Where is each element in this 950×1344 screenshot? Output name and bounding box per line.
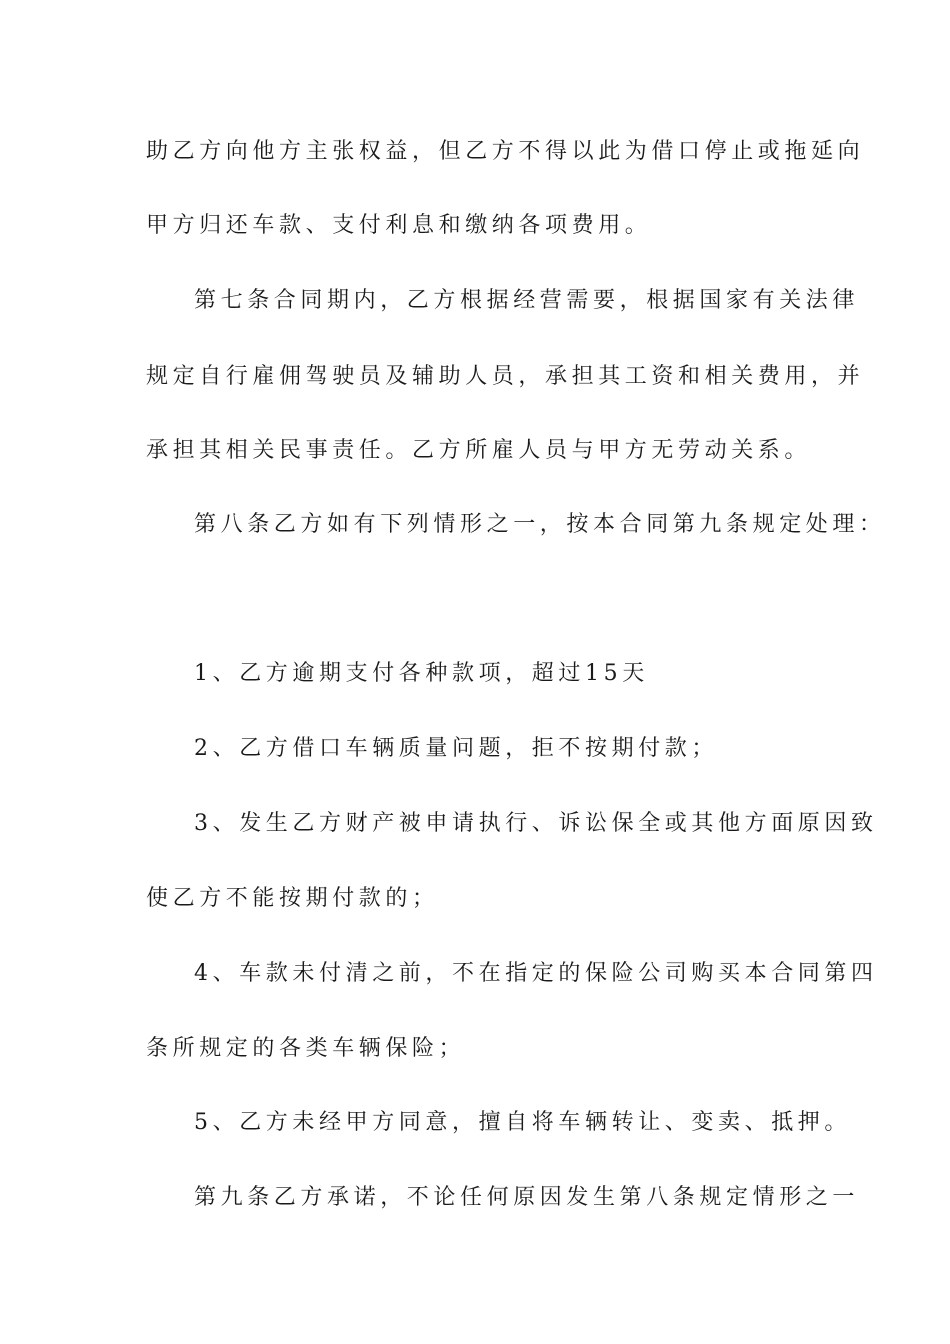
article-8-line: 第八条乙方如有下列情形之一，按本合同第九条规定处理： — [194, 512, 886, 537]
list-item-1: 1、乙方逾期支付各种款项，超过15天 — [194, 661, 649, 686]
paragraph-line: 甲方归还车款、支付利息和缴纳各项费用。 — [146, 213, 652, 238]
paragraph-line: 助乙方向他方主张权益，但乙方不得以此为借口停止或拖延向 — [146, 139, 865, 164]
article-9-line: 第九条乙方承诺，不论任何原因发生第八条规定情形之一 — [194, 1185, 860, 1210]
article-7-line: 第七条合同期内，乙方根据经营需要，根据国家有关法律 — [194, 288, 860, 313]
list-item-3-continued: 使乙方不能按期付款的； — [146, 886, 439, 911]
list-item-4: 4、车款未付清之前，不在指定的保险公司购买本合同第四 — [194, 961, 878, 986]
list-item-4-continued: 条所规定的各类车辆保险； — [146, 1036, 466, 1061]
list-item-2: 2、乙方借口车辆质量问题，拒不按期付款； — [194, 736, 718, 761]
paragraph-line: 承担其相关民事责任。乙方所雇人员与甲方无劳动关系。 — [146, 438, 812, 463]
list-item-5: 5、乙方未经甲方同意，擅自将车辆转让、变卖、抵押。 — [194, 1110, 851, 1135]
list-item-3: 3、发生乙方财产被申请执行、诉讼保全或其他方面原因致 — [194, 811, 878, 836]
paragraph-line: 规定自行雇佣驾驶员及辅助人员，承担其工资和相关费用，并 — [146, 364, 865, 389]
